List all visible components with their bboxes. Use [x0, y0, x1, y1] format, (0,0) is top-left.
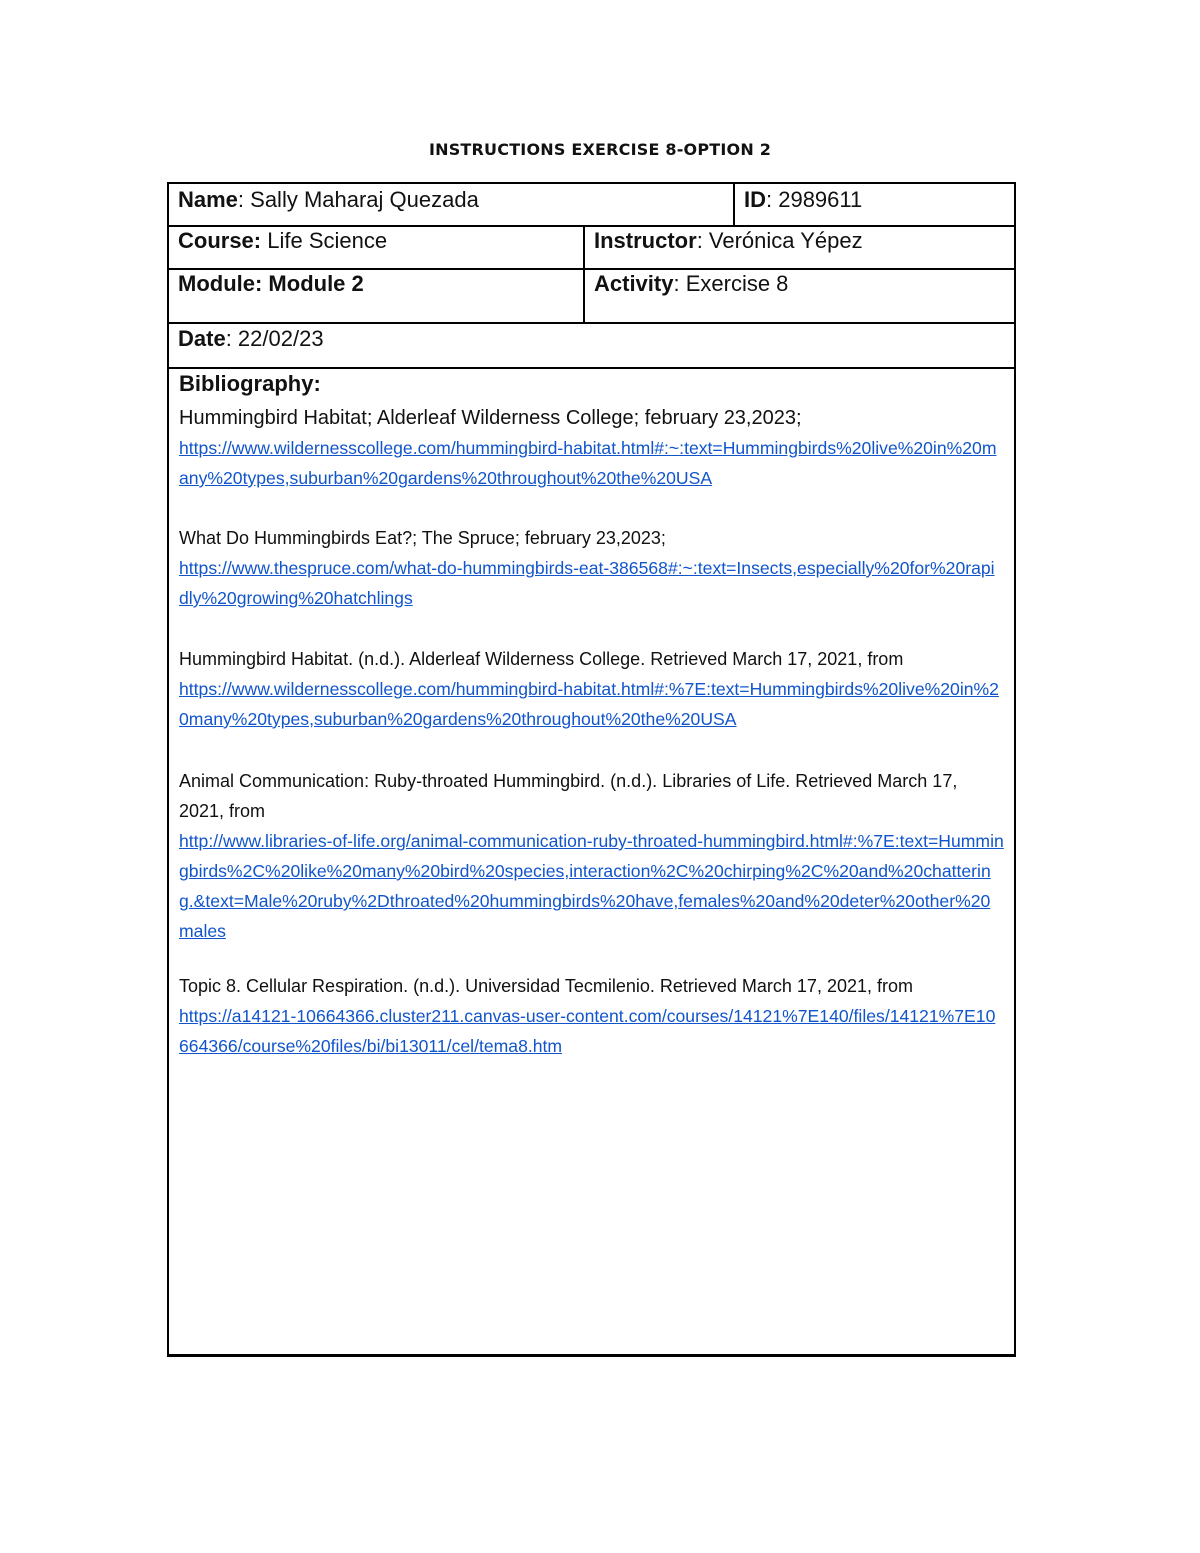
bibliography-heading: Bibliography: — [179, 371, 321, 396]
entry-link[interactable]: https://www.thespruce.com/what-do-hummingbirds-eat-386568#:~:text=Insects,especially%20for%20rapidly%20growing%20hatchlings — [179, 558, 995, 608]
instructor-cell — [585, 225, 863, 268]
module-row — [169, 268, 1014, 324]
entry-text: Animal Communication: Ruby-throated Hummingbird. (n.d.). Libraries of Life. Retrieved March 17, 2021, from — [179, 771, 958, 821]
entry-text: Hummingbird Habitat; Alderleaf Wilderness College; february 23,2023; — [179, 407, 802, 429]
course-label: Course: — [178, 228, 262, 253]
bibliography-section — [169, 367, 1014, 1061]
date-value: : 22/02/23 — [225, 326, 324, 351]
module-cell — [169, 268, 364, 322]
entry-link[interactable]: http://www.libraries-of-life.org/animal-communication-ruby-throated-hummingbird.html#:%7E:text=Hummingbirds%2C%20like%20many%20bird%20species,interaction%2C%20chirping%2C%20and%20chattering.&text=Male%20ruby%2Dthroated%20hummingbirds%20have,females%20and%20deter%20other%20males — [179, 831, 1004, 941]
instructor-label: Instructor — [594, 228, 697, 253]
entry-text: Topic 8. Cellular Respiration. (n.d.). Universidad Tecmilenio. Retrieved March 17, 2021, from — [179, 976, 913, 996]
name-value: : Sally Maharaj Quezada — [237, 187, 479, 212]
instructor-value: : Verónica Yépez — [696, 228, 863, 253]
date-row — [169, 322, 1014, 369]
course-cell — [169, 225, 387, 268]
date-label: Date — [178, 326, 226, 351]
bibliography-entry — [179, 644, 1004, 734]
course-row — [169, 225, 1014, 270]
bibliography-entry — [179, 971, 1004, 1061]
name-row — [169, 184, 1014, 227]
entry-link[interactable]: https://www.wildernesscollege.com/hummingbird-habitat.html#:~:text=Hummingbirds%20live%20in%20many%20types,suburban%20gardens%20throughout%20the%20USA — [179, 438, 997, 488]
bibliography-entry — [179, 403, 1004, 493]
module-label: Module: Module 2 — [178, 271, 364, 296]
id-value: : 2989611 — [766, 187, 863, 212]
date-cell — [169, 322, 324, 367]
entry-link[interactable]: https://www.wildernesscollege.com/hummingbird-habitat.html#:%7E:text=Hummingbirds%20live%20in%20many%20types,suburban%20gardens%20throughout%20the%20USA — [179, 679, 999, 729]
name-label: Name — [178, 187, 238, 212]
activity-value: : Exercise 8 — [673, 271, 789, 296]
course-value: Life Science — [261, 228, 388, 253]
id-cell — [735, 184, 862, 225]
activity-label: Activity — [594, 271, 674, 296]
page-title: INSTRUCTIONS EXERCISE 8-OPTION 2 — [428, 140, 772, 159]
id-label: ID — [744, 187, 766, 212]
bibliography-entry — [179, 523, 1004, 613]
activity-cell — [585, 268, 788, 322]
entry-text: What Do Hummingbirds Eat?; The Spruce; february 23,2023; — [179, 528, 666, 548]
entry-link[interactable]: https://a14121-10664366.cluster211.canvas-user-content.com/courses/14121%7E140/files/14121%7E10664366/course%20files/bi/bi13011/cel/tema8.htm — [179, 1006, 996, 1056]
assignment-form — [167, 182, 1016, 1357]
bibliography-entry — [179, 766, 1004, 946]
entry-text: Hummingbird Habitat. (n.d.). Alderleaf Wilderness College. Retrieved March 17, 2021, from — [179, 649, 904, 669]
name-cell — [169, 184, 479, 225]
